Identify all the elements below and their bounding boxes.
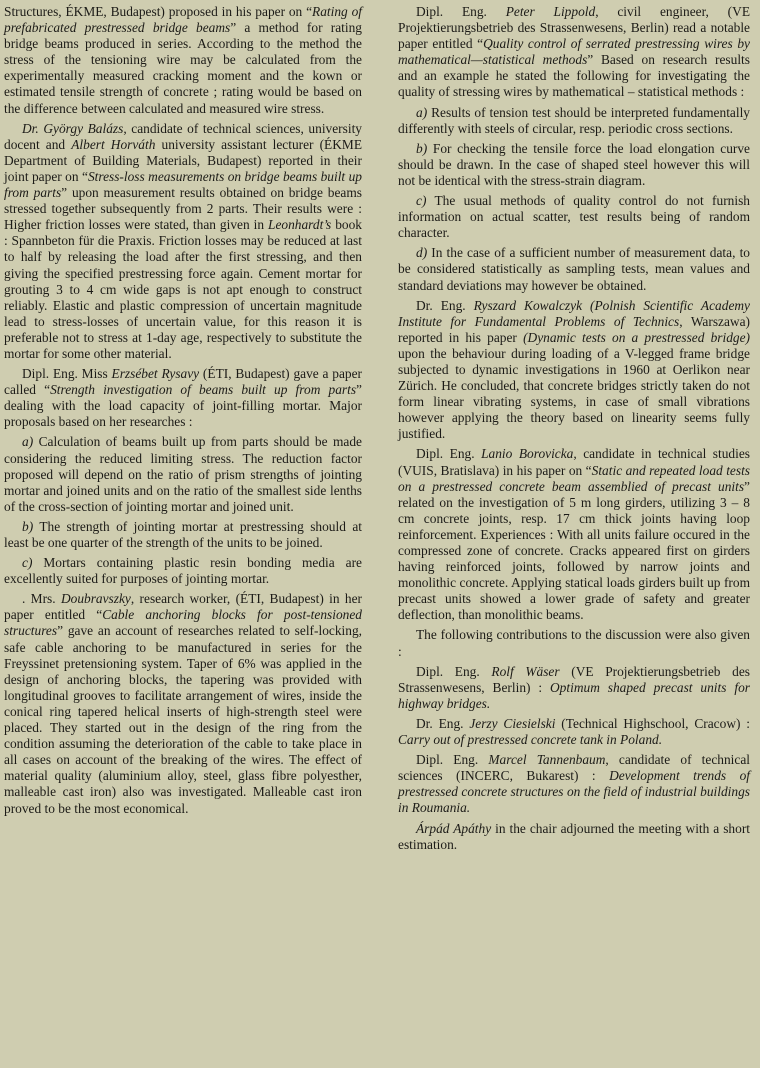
italic-text: a) [22,434,34,450]
right-paragraph [398,664,750,712]
text-run: upon the behaviour during loading of a V-legged frame bridge subjected to dynamic investigations in 1960 at Oerlikon near Zürich. He concluded, that concrete bridges strictly taken do not form linear vibrating systems, in case of small vibrations however applying the theory based on linearity seems fully justified. [398,345,750,442]
italic-text: Doubravszky [60,591,131,607]
italic-text: Static and repeated load tests on a prestressed concrete beam assemblied of precast units [398,462,750,494]
text-run: The strength of jointing mortar at prestressing should at least be one quarter of the strength of the units to be joined. [4,518,362,550]
left-paragraph [4,555,362,587]
text-run: For checking the tensile force the load elongation curve should be drawn. In the case of shaped steel however this will not be identical with the stress-strain diagram. [398,140,750,188]
text-run: In the case of a sufficient number of measurement data, to be considered statistically as sampling tests, mean values and standard deviations may however be obtained. [398,245,750,293]
left-paragraph [4,434,362,514]
left-paragraph [4,4,362,117]
text-run: ” related on the investigation of 5 m long girders, utilizing 3 – 8 cm concrete joints, resp. 17 cm thick joints having loop reinforcement. Experiences : With all units failure occured in the compressed zone of concrete. Cracks appeared first on girders having reinforced joints, followed by narrow joints and monolithic concrete. Applying statical loads girders built up from precast units showed a lower grade of safety and greater deflection, than monolithic beams. [398,478,750,623]
italic-text: Jerzy Ciesielski [469,715,556,731]
text-run: ” Based on research results and an example he stated the following for investigating the quality of stressing wires by mathematical – statistical methods : [398,52,750,100]
text-run: Dipl. Eng. Miss [22,366,112,382]
italic-text: Rating of prefabricated prestressed bridge beams [4,4,362,36]
text-run: (VE Projektierungsbetrieb des Strassenwesens, Berlin) : [398,663,750,695]
italic-text: Rolf Wäser [491,663,560,679]
text-run: Structures, ÉKME, Budapest) proposed in his paper on “ [4,4,313,19]
text-run: Dipl. Eng. [416,752,489,768]
italic-text: c) [22,555,33,571]
text-run: The following contributions to the discussion were also given : [398,627,750,659]
text-run: Results of tension test should be interpreted fundamentally differently with steels of circular, resp. periodic cross sections. [398,104,750,136]
italic-text: c) [416,193,427,209]
right-paragraph [398,193,750,241]
text-run: Mortars containing plastic resin bonding media are excellently suited for purposes of jointing mortar. [4,555,362,587]
italic-text: a) [416,104,428,120]
text-run: , candidate in technical studies (VUIS, Bratislava) in his paper on “ [398,446,750,478]
text-run: ” gave an account of researches related to self-locking, safe cable anchoring to be manufactured in series for the Freyssinet pretensioning system. Taper of 6% was applied in the design of anchoring blocks, the tapering was provided with longitudinal grooves to facilitate arrangement of wires, inside the conical ring tapered helical inserts of high-strength steel were placed. They started out in the design of the ring from the condition assuming the deterioration of the cable to take place in all cases on account of the breaking of the wires. The effect of material quality (aluminium alloy, steel, glass fibre polyesther, malleable cast iron) also was investigated. Malleable cast iron proved to be the most economical. [4,623,362,816]
italic-text: Quality control of serrated prestressing wires by mathematical—statistical methods [398,36,750,68]
right-paragraph [398,627,750,659]
text-run: , candidate of technical sciences, university docent and [4,120,362,152]
italic-text: Erzsébet Rysavy [111,366,200,382]
italic-text: Ryszard Kowalczyk (Polnish Scientific Academy Institute for Fundamental Problems of Technics [398,297,750,329]
text-run: , research worker, (ÉTI, Budapest) in her paper entitled “ [4,591,363,623]
left-paragraph [4,121,362,362]
italic-text: Leonhardt’s [268,217,332,233]
right-paragraph [398,752,750,816]
italic-text: Development trends of prestressed concrete structures on the field of industrial buildings in Roumania. [398,768,750,816]
text-run: Calculation of beams built up from parts should be made considering the reduced limiting stress. The reduction factor proposed will depend on the ratio of prism strengths of jointing mortar and joined units and on the ratio of the smallest side lenths of the cross-section of jointing mortar and joined unit. [4,434,362,514]
text-run: ” a method for rating bridge beams produced in series. According to the method the stress of the tensioning wire may be calculated from the experimentally measured cracking moment and the kown or estimated tensile strength of concrete ; rating would be based on the difference between calculated and measured wire stress. [4,20,362,116]
text-run: Dipl. Eng. [416,663,492,679]
italic-text: d) [416,245,428,261]
italic-text: Dr. György Balázs [22,120,124,136]
right-paragraph [398,4,750,101]
right-paragraph [398,821,750,853]
left-paragraph [4,366,362,430]
text-run: ” upon measurement results obtained on bridge beams stressed together subsequently from 2 parts. Their results were : Higher friction losses were stated, than given in [4,185,362,233]
text-run: Dr. Eng. [416,715,470,731]
left-column [4,4,362,821]
italic-text: Peter Lippold [505,4,596,19]
italic-text: b) [416,140,428,156]
text-run: Dr. Eng. [416,297,474,313]
text-run: (Technical Highschool, Cracow) : [555,715,750,731]
italic-text: b) [22,518,34,534]
text-run: . Mrs. [22,591,61,607]
right-paragraph [398,446,750,623]
right-paragraph [398,141,750,189]
text-run: book : Spannbeton für die Praxis. Friction losses may be reduced at last to half by releasing the load after the first stressing, and then giving the specified prestressing force again. Cement mortar for grouting 3 to 4 cm wide gaps is not apt enough to construct reliably. Elastic and plastic compression of uncertain magnitude lead to stress-losses of uncertain value, for this reason it is preferable not to stress at 1-day age, respectively to substitute the mortar for some other material. [4,217,362,361]
italic-text: (Dynamic tests on a prestressed bridge) [523,329,751,345]
italic-text: Albert Horváth [71,136,156,152]
italic-text: Stress-loss measurements on bridge beams built up from parts [4,168,362,201]
text-run: The usual methods of quality control do not furnish information on actual scatter, test results being of random character. [398,193,750,241]
right-paragraph [398,245,750,293]
italic-text: Strength investigation of beams built up from parts [50,382,357,398]
right-paragraph [398,716,750,748]
italic-text: Carry out of prestressed concrete tank in Poland. [398,732,663,748]
text-run: , candidate of technical sciences (INCERC, Bukarest) : [398,752,751,784]
text-run: in the chair adjourned the meeting with a short estimation. [398,820,750,852]
italic-text: Optimum shaped precast units for highway bridges. [398,679,750,711]
italic-text: Marcel Tannenbaum [488,752,606,768]
right-paragraph [398,105,750,137]
right-paragraph [398,298,750,443]
left-paragraph [4,519,362,551]
text-run: Dipl. Eng. [416,4,506,19]
italic-text: Cable anchoring blocks for post-tensioned structures [4,607,362,639]
text-run: , Warszawa) reported in his paper [398,313,750,345]
right-column [398,4,750,857]
text-run: (ÉTI, Budapest) gave a paper called “ [4,366,362,398]
text-run: university assistant lecturer (ÉKME Department of Building Materials, Budapest) reported in their joint paper on “ [4,136,362,184]
text-run: ” dealing with the load capacity of joint-filling mortar. Major proposals based on her researches : [4,382,362,430]
italic-text: Árpád Apáthy [416,820,492,836]
text-run: , civil engineer, (VE Projektierungsbetrieb des Strassenwesens, Berlin) read a notable paper entitled “ [398,4,750,52]
text-run: Dipl. Eng. [416,446,482,462]
left-paragraph [4,591,362,816]
italic-text: Lanio Borovicka [481,446,574,462]
